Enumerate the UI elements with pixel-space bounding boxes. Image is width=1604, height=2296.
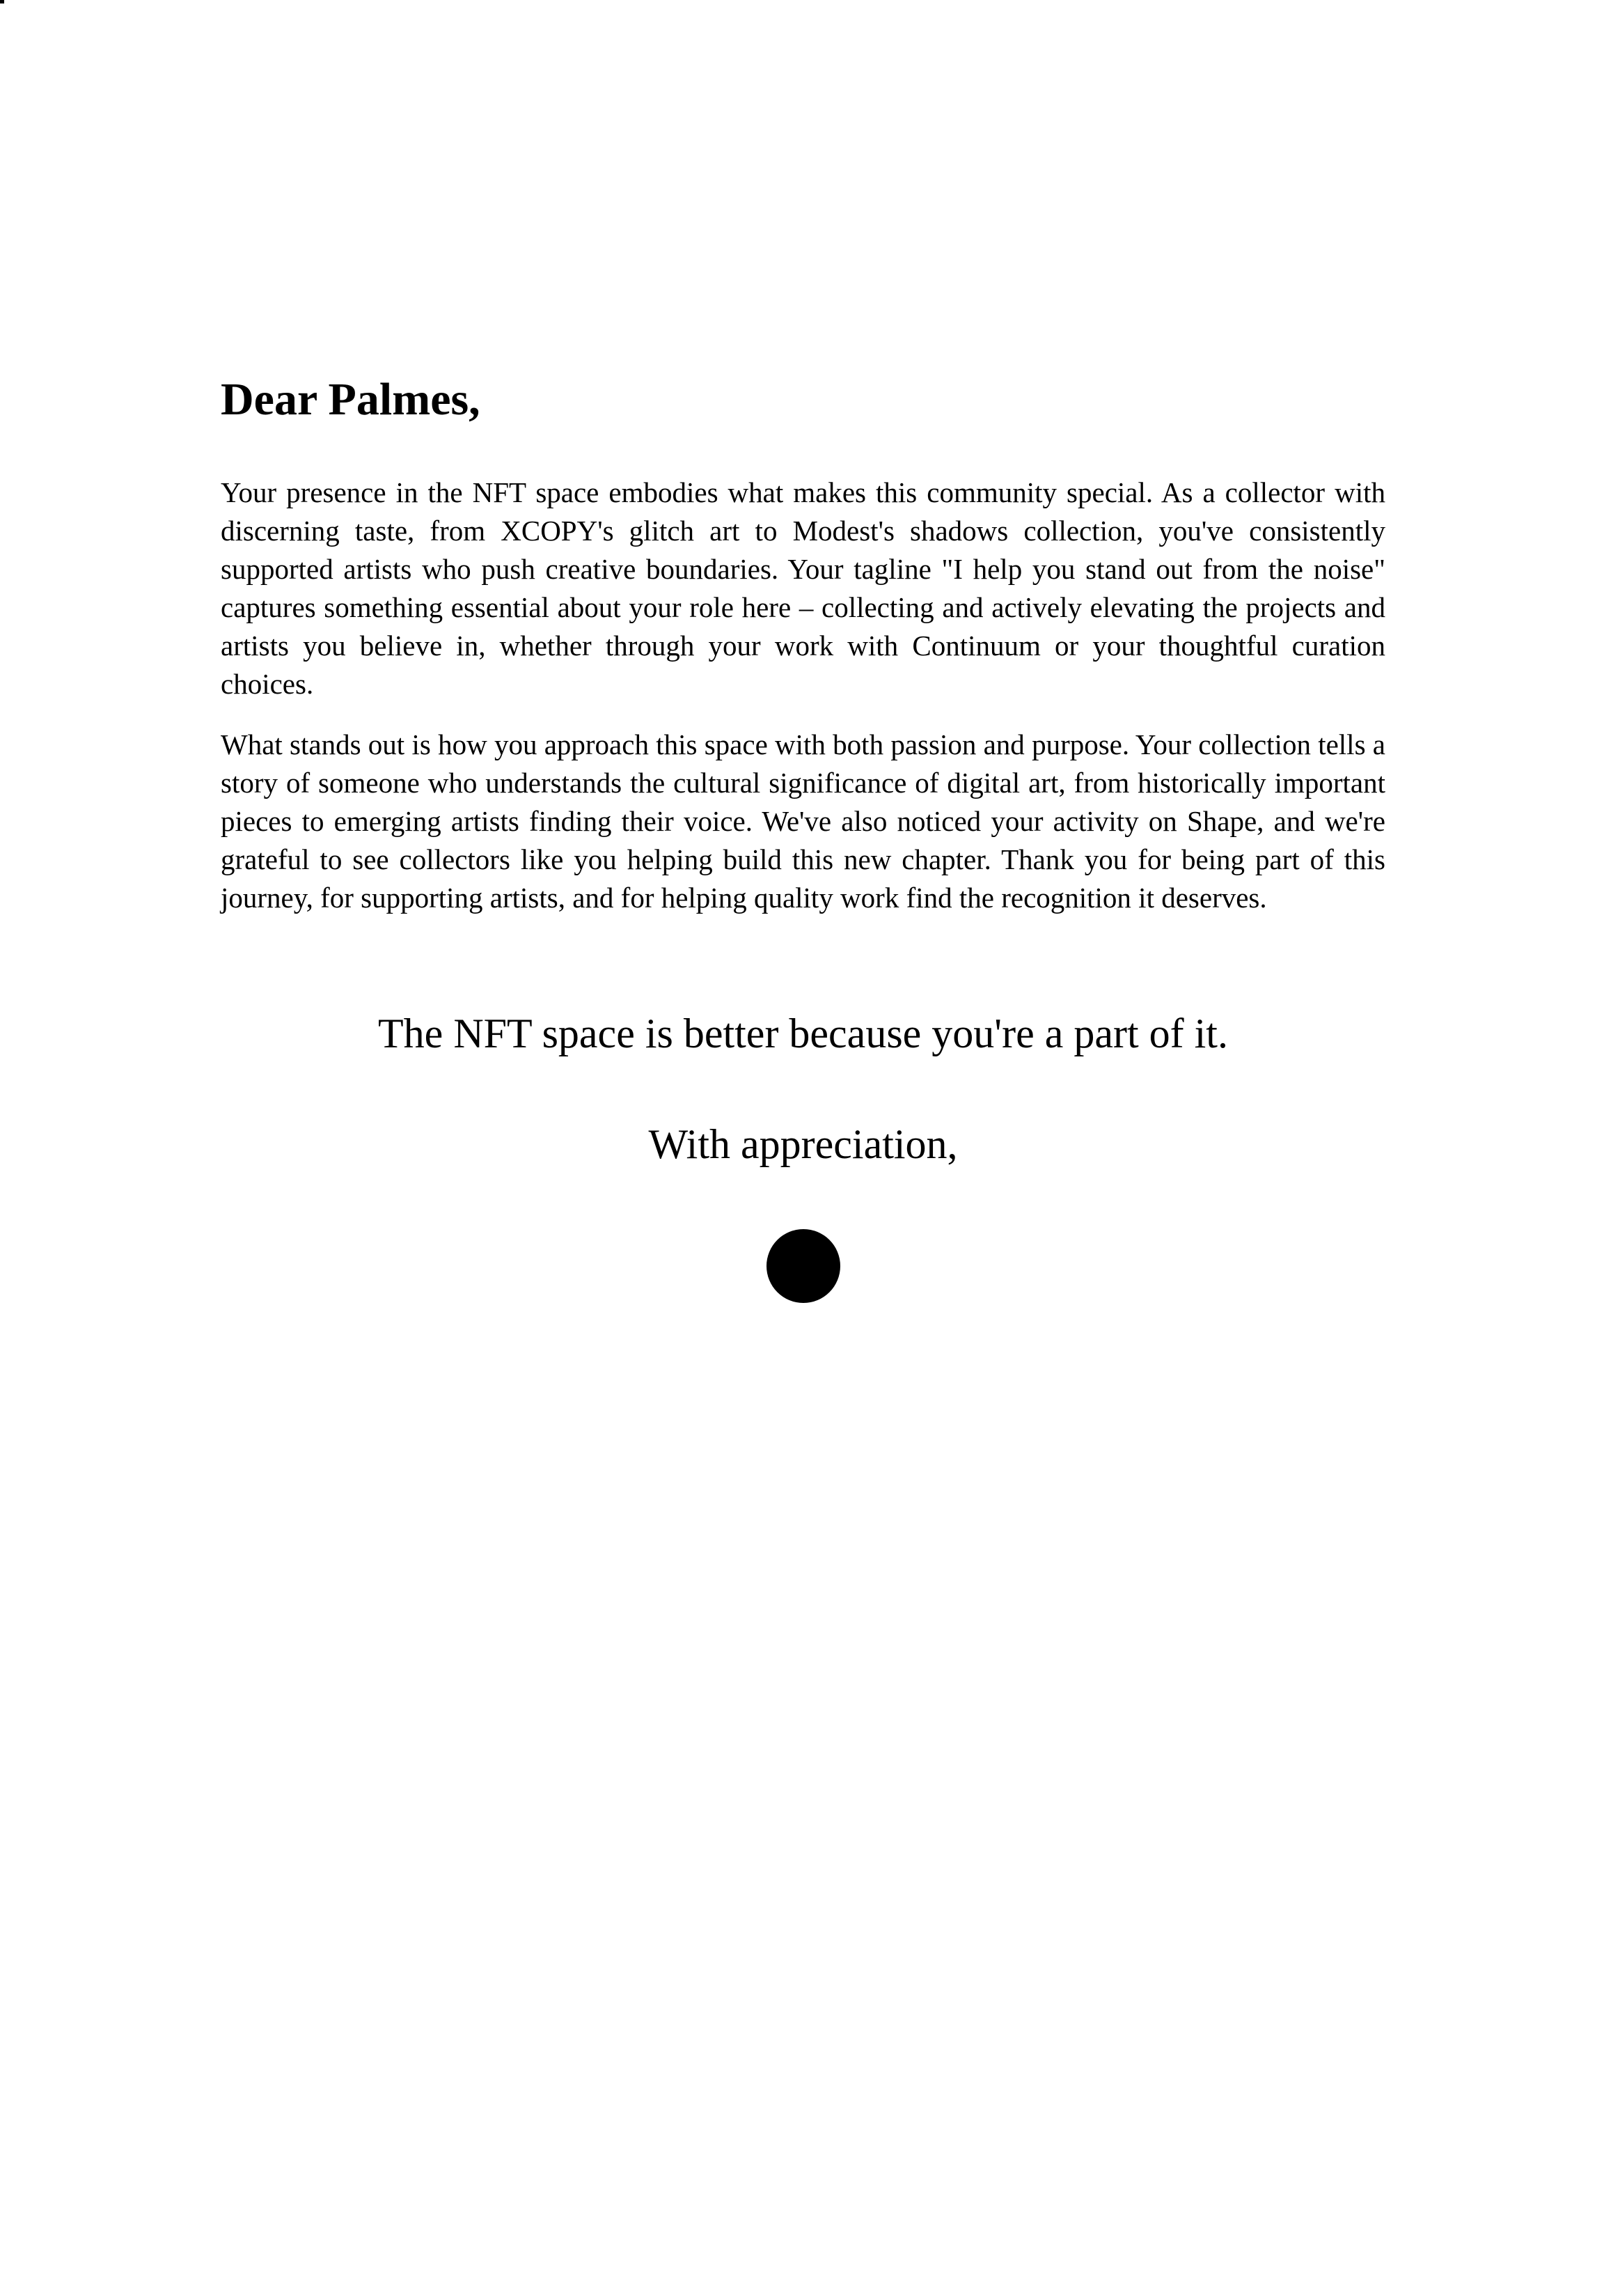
- corner-artifact-mark: [0, 0, 4, 3]
- closing-line: The NFT space is better because you're a part of it.: [378, 1010, 1228, 1056]
- signature-circle-mark: [766, 1229, 840, 1303]
- letter-paragraph-1: Your presence in the NFT space embodies what makes this community special. As a collector with discerning taste, from XCOPY's glitch art to Modest's shadows collection, you've consistently supported artists who push creative boundaries. Your tagline "I help you stand out from the noise" captures something essential about your role here – collecting and actively elevating the projects and artists you believe in, whether through your work with Continuum or your thoughtful curation choices.: [221, 476, 1385, 700]
- letter-body: [221, 0, 1385, 1303]
- letter-paragraph-2: What stands out is how you approach this space with both passion and purpose. Your collection tells a story of someone who understands the cultural significance of digital art, from historically important pieces to emerging artists finding their voice. We've also noticed your activity on Shape, and we're grateful to see collectors like you helping build this new chapter. Thank you for being part of this journey, for supporting artists, and for helping quality work find the recognition it deserves.: [221, 728, 1385, 914]
- salutation: Dear Palmes,: [221, 374, 480, 425]
- signoff: With appreciation,: [648, 1121, 958, 1167]
